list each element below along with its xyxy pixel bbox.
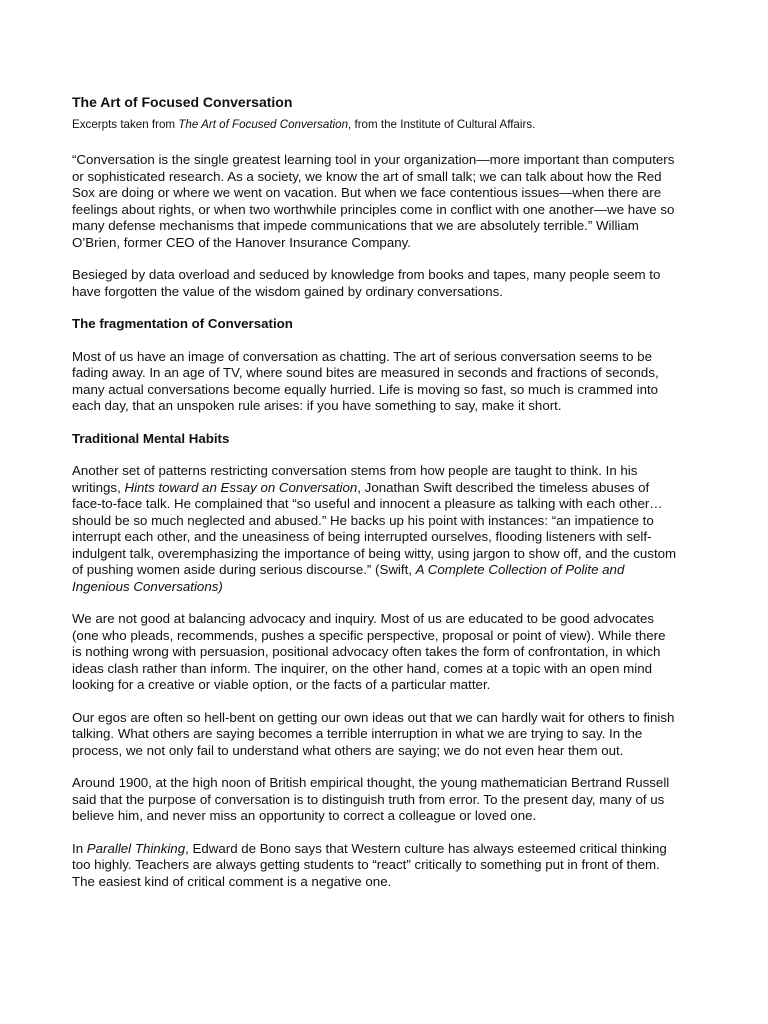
section-heading-fragmentation: The fragmentation of Conversation — [72, 316, 293, 331]
de-bono-text-1: In — [72, 840, 87, 856]
paragraph-chatting: Most of us have an image of conversation as chatting. The art of serious conversation seems to be fading away. In an age of TV, where sound bites are measured in seconds and fractions of seconds, many actual conversations become equally hurried. Life is moving so fast, so much is crammed into each day, that an unspoken rule arises: if you have something to say, make it short. — [72, 348, 659, 413]
document-title: The Art of Focused Conversation — [72, 94, 293, 110]
de-bono-text-2: , Edward de Bono says that Western culture has always esteemed critical thinking too highly. Teachers are always getting students to “react” critically to something put in front of them. The easiest kind of critical comment is a negative one. — [72, 840, 667, 889]
de-bono-book-title: Parallel Thinking — [86, 840, 186, 856]
paragraph-obrien-quote: “Conversation is the single greatest learning tool in your organization—more important than computers or sophisticated research. As a society, we know the art of small talk; we can talk about how the Red Sox are doing or where we went on vacation. But when we face contentious issues—when there are feelings about rights, or when two worthwhile principles come in conflict with one another—we have so many defense mechanisms that impede communications that we are absolutely terrible.” William O’Brien, former CEO of the Hanover Insurance Company. — [72, 152, 675, 250]
document-subtitle — [72, 117, 678, 132]
swift-text-2: , Jonathan Swift described the timeless abuses of face-to-face talk. He complained that “so useful and innocent a pleasure as talking with each other…should be so much neglected and abused.” He backs up his point with instances: “an impatience to interrupt each other, and the uneasiness of being interrupted ourselves, flooding listeners with self-indulgent talk, overemphasizing the importance of being witty, using jargon to show off, and the custom of pushing women aside during serious discourse.” (Swift, — [72, 479, 677, 577]
swift-book-title-1: Hints toward an Essay on Conversation — [124, 479, 358, 495]
paragraph-de-bono — [72, 841, 678, 891]
subtitle-suffix: , from the Institute of Cultural Affairs. — [348, 118, 536, 131]
swift-book-title-2: A Complete Collection of Polite and Ingenious Conversations) — [72, 562, 625, 594]
paragraph-data-overload: Besieged by data overload and seduced by knowledge from books and tapes, many people seem to have forgotten the value of the wisdom gained by ordinary conversations. — [72, 267, 661, 299]
section-heading-mental-habits: Traditional Mental Habits — [72, 430, 230, 446]
subtitle-prefix: Excerpts taken from — [72, 118, 179, 131]
paragraph-egos: Our egos are often so hell-bent on getting our own ideas out that we can hardly wait for others to finish talking. What others are saying becomes a terrible interruption in what we are trying to say. In the process, we not only fail to understand what others are saying; we do not even hear them out. — [72, 709, 675, 758]
paragraph-russell: Around 1900, at the high noon of British empirical thought, the young mathematician Bertrand Russell said that the purpose of conversation is to distinguish truth from error. To the present day, many of us believe him, and never miss an opportunity to correct a colleague or loved one. — [72, 775, 670, 823]
subtitle-book-title: The Art of Focused Conversation — [178, 118, 349, 131]
paragraph-advocacy-inquiry: We are not good at balancing advocacy and inquiry. Most of us are educated to be good advocates (one who pleads, recommends, pushes a specific perspective, proposal or point of view). While there is nothing wrong with persuasion, positional advocacy often takes the form of confrontation, in which ideas clash rather than inform. The inquirer, on the other hand, comes at a topic with an open mind looking for a creative or viable option, or the facts of a particular matter. — [72, 611, 666, 692]
paragraph-swift — [72, 463, 678, 595]
swift-text-1: Another set of patterns restricting conversation stems from how people are taught to think. In his writings, — [72, 463, 638, 495]
